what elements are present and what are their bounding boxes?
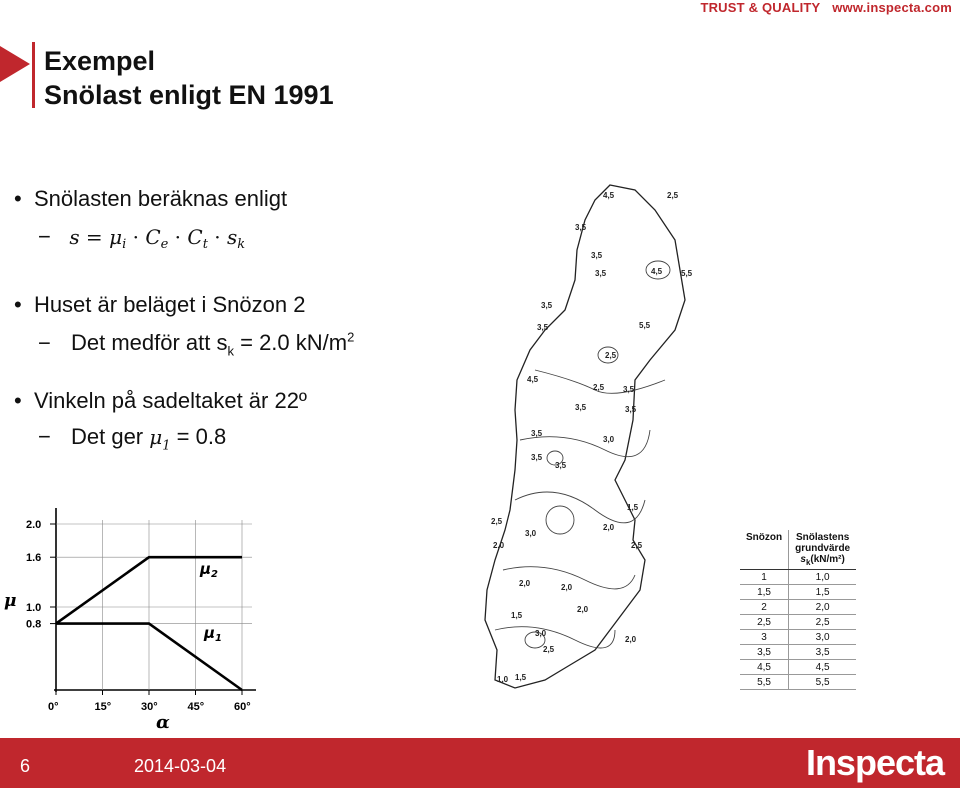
dash-icon: − — [38, 330, 51, 356]
zone-value-label: 2,5 — [605, 351, 617, 360]
zone-value-label: 3,5 — [575, 223, 587, 232]
sk-symbol: s — [800, 554, 806, 565]
title-divider — [32, 42, 35, 108]
chart-ticks — [26, 519, 251, 713]
value-cell: 3,0 — [789, 630, 857, 645]
formula-sk-sub: k — [237, 237, 246, 252]
title-line-1: Exempel — [44, 46, 156, 76]
formula-ce-sub: e — [160, 237, 169, 252]
snozon-cell: 2 — [740, 600, 789, 615]
zone-value-label: 2,5 — [593, 383, 605, 392]
bullet-2-sub-text — [70, 330, 355, 359]
value-cell: 1,0 — [789, 570, 857, 585]
snozon-cell: 4,5 — [740, 660, 789, 675]
value-cell: 3,5 — [789, 645, 857, 660]
header-bar — [700, 0, 952, 15]
mu-subscript: 1 — [162, 438, 171, 454]
map-labels — [491, 191, 693, 684]
table-row — [740, 660, 856, 675]
formula-sk: s — [227, 225, 238, 249]
formula-ce: C — [145, 225, 161, 249]
formula-dot-2: · — [168, 225, 188, 249]
mu-symbol: μ — [149, 425, 163, 449]
value-cell: 5,5 — [789, 675, 857, 690]
zone-value-label: 3,5 — [531, 453, 543, 462]
value-cell: 2,5 — [789, 615, 857, 630]
formula-row — [38, 224, 245, 252]
snow-table-body — [740, 570, 856, 690]
mu-value: = 0.8 — [170, 424, 227, 449]
zone-value-label: 1,5 — [511, 611, 523, 620]
slide-title — [44, 44, 334, 112]
x-tick-label: 30° — [141, 701, 158, 713]
table-row — [740, 675, 856, 690]
table-row — [740, 600, 856, 615]
zone-value-label: 3,5 — [531, 429, 543, 438]
zone-value-label: 3,0 — [603, 435, 615, 444]
zone-value-label: 3,5 — [555, 461, 567, 470]
zone-value-label: 2,0 — [625, 635, 637, 644]
mu2-main: μ — [200, 560, 212, 578]
zone-value-label: 3,0 — [525, 529, 537, 538]
x-tick-label: 15° — [94, 701, 112, 713]
dash-icon: − — [38, 424, 51, 449]
zone-value-label: 5,5 — [639, 321, 651, 330]
page-number: 6 — [20, 756, 31, 776]
formula-eq: = — [79, 225, 110, 249]
x-tick-label: 60° — [234, 701, 251, 713]
mu1-main: μ — [204, 624, 216, 642]
header-url: www.inspecta.com — [832, 0, 952, 15]
bullet-2 — [14, 292, 305, 318]
y-tick-label: 1.0 — [26, 602, 42, 614]
table-row — [740, 645, 856, 660]
bullet-3-sub — [38, 424, 226, 453]
bullet-1-text: Snölasten beräknas enligt — [33, 186, 288, 211]
title-line-2: Snölast enligt EN 1991 — [44, 80, 334, 110]
formula-ct: C — [187, 225, 203, 249]
table-row — [740, 585, 856, 600]
zone-value-label: 2,5 — [631, 541, 643, 550]
zone-value-label: 1,5 — [627, 503, 639, 512]
zone-value-label: 3,5 — [537, 323, 549, 332]
x-tick-label: 0° — [48, 701, 59, 713]
bullet-dot: • — [14, 186, 34, 211]
footer-bar — [0, 738, 960, 788]
snow-formula — [69, 225, 246, 252]
table-row — [740, 570, 856, 585]
col-snozon-header: Snözon — [740, 530, 789, 570]
zone-boundary — [495, 627, 615, 648]
snozon-cell: 5,5 — [740, 675, 789, 690]
chart-grid — [56, 520, 252, 690]
y-tick-label: 0.8 — [26, 618, 42, 631]
zone-value-label: 4,5 — [651, 267, 663, 276]
col-value-line2: grundvärde — [795, 543, 851, 554]
zone-value-label: 1,0 — [497, 675, 509, 684]
zone-value-label: 2,0 — [493, 541, 505, 550]
zone-value-label: 3,0 — [535, 629, 547, 638]
value-cell: 2,0 — [789, 600, 857, 615]
sk-subscript: k — [227, 343, 234, 359]
chart-axes — [54, 508, 256, 692]
shape-coefficient-chart — [0, 500, 290, 735]
zone-value-label: 3,5 — [541, 301, 553, 310]
col-value-header — [789, 530, 857, 570]
table-row — [740, 615, 856, 630]
bullet-3-text: Vinkeln på sadeltaket är 22º — [33, 388, 307, 413]
snozon-cell: 1 — [740, 570, 789, 585]
bullet-dot: • — [14, 388, 34, 413]
mu-prefix: Det ger — [70, 424, 150, 449]
snozon-cell: 3,5 — [740, 645, 789, 660]
zone-value-label: 2,0 — [561, 583, 573, 592]
zone-value-label: 2,0 — [577, 605, 589, 614]
bullet-2-sub — [38, 330, 354, 359]
zone-value-label: 2,0 — [603, 523, 615, 532]
trust-quality-text: TRUST & QUALITY — [700, 0, 821, 15]
dash-icon: − — [38, 224, 51, 249]
bullet-3 — [14, 388, 307, 414]
mu1-sub: 1 — [215, 633, 223, 644]
y-tick-label: 1.6 — [26, 552, 42, 565]
sk-symbol-sub: k — [805, 558, 811, 567]
snozon-cell: 3 — [740, 630, 789, 645]
formula-mu-sub: i — [122, 237, 127, 252]
y-tick-label: 2.0 — [26, 519, 42, 531]
sk-value: = 2.0 kN/m — [234, 330, 348, 356]
zone-value-label: 3,5 — [591, 251, 603, 260]
inspecta-logo: Inspecta — [805, 742, 944, 783]
zone-value-label: 3,5 — [623, 385, 635, 394]
sk-prefix: Det medför att s — [70, 330, 228, 356]
zone-value-label: 1,5 — [515, 673, 527, 682]
unit-text: (kN/m²) — [810, 554, 845, 565]
slide-date: 2014-03-04 — [134, 756, 227, 776]
formula-dot-1: · — [126, 225, 146, 249]
value-cell: 4,5 — [789, 660, 857, 675]
bullet-2-text: Huset är beläget i Snözon 2 — [33, 292, 306, 317]
zone-island — [546, 506, 574, 534]
mu1-label — [203, 624, 222, 644]
zone-value-label: 2,5 — [667, 191, 679, 200]
col-value-line1: Snölastens — [795, 532, 850, 543]
zone-value-label: 3,5 — [625, 405, 637, 414]
col-value-line3 — [795, 554, 850, 567]
formula-s: s — [69, 225, 80, 249]
snozon-cell: 2,5 — [740, 615, 789, 630]
bullet-dot: • — [14, 292, 34, 317]
zone-value-label: 2,5 — [543, 645, 555, 654]
table-header-row — [740, 530, 856, 570]
zone-value-label: 3,5 — [575, 403, 587, 412]
zone-value-label: 4,5 — [527, 375, 539, 384]
zone-boundary — [515, 492, 645, 523]
sweden-snow-map — [475, 180, 725, 700]
zone-value-label: 4,5 — [603, 191, 615, 200]
title-arrow-icon — [0, 46, 30, 82]
bullet-3-sub-text — [70, 424, 227, 454]
value-cell: 1,5 — [789, 585, 857, 600]
zone-value-label: 3,5 — [595, 269, 607, 278]
formula-dot-3: · — [207, 225, 228, 249]
zone-value-label: 5,5 — [681, 269, 693, 278]
mu2-sub: 2 — [211, 569, 219, 580]
zone-value-label: 2,5 — [491, 517, 503, 526]
mu2-label — [199, 560, 218, 580]
formula-mu: μ — [109, 225, 123, 249]
header-separator — [824, 0, 828, 15]
snow-zone-table — [740, 530, 856, 690]
snozon-cell: 1,5 — [740, 585, 789, 600]
x-axis-label: α — [156, 712, 170, 733]
zone-value-label: 2,0 — [519, 579, 531, 588]
formula-ct-sub: t — [202, 237, 208, 252]
table-row — [740, 630, 856, 645]
x-tick-label: 45° — [187, 701, 205, 713]
bullet-1 — [14, 186, 287, 212]
sk-superscript: 2 — [347, 330, 355, 345]
y-axis-label: μ — [4, 591, 17, 611]
